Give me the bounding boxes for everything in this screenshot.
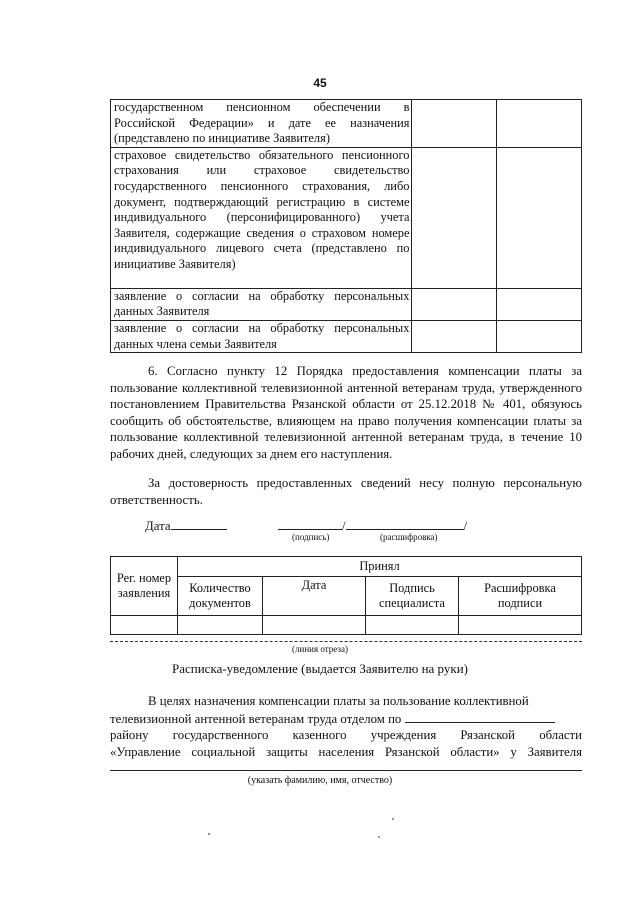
table-cell-empty bbox=[497, 100, 582, 148]
table-row bbox=[111, 557, 582, 577]
column-header: Подпись специалиста bbox=[366, 577, 459, 616]
column-header: Расшифровка подписи bbox=[459, 577, 582, 616]
acceptance-table bbox=[110, 556, 582, 635]
paragraph-6: 6. Согласно пункту 12 Порядка предоставления компенсации платы за пользование коллективной телевизионной антенной ветеранам труда, утвержденного постановлением Правительства Рязанской области от 25.12.2018 № 401, обязуюсь сообщить об обстоятельстве, влияющем на право получения компенсации платы за пользование коллективной телевизионной антенной ветеранам труда, в течение 10 рабочих дней, следующих за днем его наступления. bbox=[110, 364, 582, 461]
cut-line bbox=[110, 641, 582, 642]
table-cell-empty bbox=[497, 147, 582, 288]
receipt-line-1: В целях назначения компенсации платы за пользование коллективной bbox=[148, 694, 529, 708]
decoding-line bbox=[346, 517, 464, 530]
table-cell-empty bbox=[412, 100, 497, 148]
scan-speck bbox=[378, 836, 380, 838]
receipt-title: Расписка-уведомление (выдается Заявителю на руки) bbox=[172, 661, 468, 676]
signature-caption: (подпись) bbox=[292, 532, 330, 542]
receipt-line-2: телевизионной антенной ветеранам труда отделом по bbox=[110, 712, 402, 726]
table-cell-text: заявление о согласии на обработку персональных данных члена семьи Заявителя bbox=[111, 320, 412, 352]
table-cell-text: заявление о согласии на обработку персональных данных Заявителя bbox=[111, 288, 412, 320]
reg-number-header: Рег. номер заявления bbox=[111, 557, 178, 616]
decoding-caption: (расшифровка) bbox=[380, 532, 438, 542]
cut-line-label: (линия отреза) bbox=[292, 644, 348, 654]
department-line bbox=[405, 710, 555, 723]
scan-speck bbox=[208, 833, 210, 835]
table-cell-empty bbox=[366, 616, 459, 635]
name-line bbox=[110, 770, 582, 771]
column-header: Дата bbox=[263, 577, 366, 616]
accepted-header: Принял bbox=[178, 557, 582, 577]
receipt-line-4: «Управление социальной защиты населения Рязанской области» у Заявителя bbox=[110, 745, 582, 759]
table-row bbox=[111, 320, 582, 352]
table-cell-empty bbox=[497, 320, 582, 352]
table-cell-empty bbox=[412, 147, 497, 288]
table-cell-empty bbox=[412, 288, 497, 320]
table-cell-empty bbox=[459, 616, 582, 635]
page-number: 45 bbox=[313, 76, 327, 90]
table-cell-empty bbox=[412, 320, 497, 352]
table-cell-empty bbox=[497, 288, 582, 320]
table-cell-text: государственном пенсионном обеспечении в Российской Федерации» и дате ее назначения (представлено по инициативе Заявителя) bbox=[111, 100, 412, 148]
table-row bbox=[111, 577, 582, 616]
table-row bbox=[111, 100, 582, 148]
table-cell-empty bbox=[263, 616, 366, 635]
table-row bbox=[111, 616, 582, 635]
date-label: Дата bbox=[145, 519, 171, 533]
signature-line bbox=[278, 517, 342, 530]
receipt-line-3: району государственного казенного учреждения Рязанской области bbox=[110, 728, 582, 742]
table-cell-empty bbox=[111, 616, 178, 635]
table-row bbox=[111, 147, 582, 288]
scan-speck bbox=[392, 818, 394, 820]
receipt-line-2-wrap bbox=[110, 710, 582, 728]
paragraph-responsibility: За достоверность предоставленных сведений несу полную персональную ответственность. bbox=[110, 476, 582, 507]
documents-table bbox=[110, 99, 582, 353]
table-row bbox=[111, 288, 582, 320]
date-line bbox=[171, 517, 227, 530]
name-caption: (указать фамилию, имя, отчество) bbox=[247, 775, 393, 786]
column-header: Количество документов bbox=[178, 577, 263, 616]
table-cell-empty bbox=[178, 616, 263, 635]
table-cell-text: страховое свидетельство обязательного пенсионного страхования или страховое свидетельство государственного пенсионного страхования, либо документ, подтверждающий регистрацию в системе индивидуального (персонифицированного) учета Заявителя, содержащие сведения о страховом номере индивидуального лицевого счета (представлено по инициативе Заявителя) bbox=[111, 147, 412, 288]
date-field bbox=[145, 517, 227, 534]
signature-field: / / bbox=[278, 517, 467, 534]
